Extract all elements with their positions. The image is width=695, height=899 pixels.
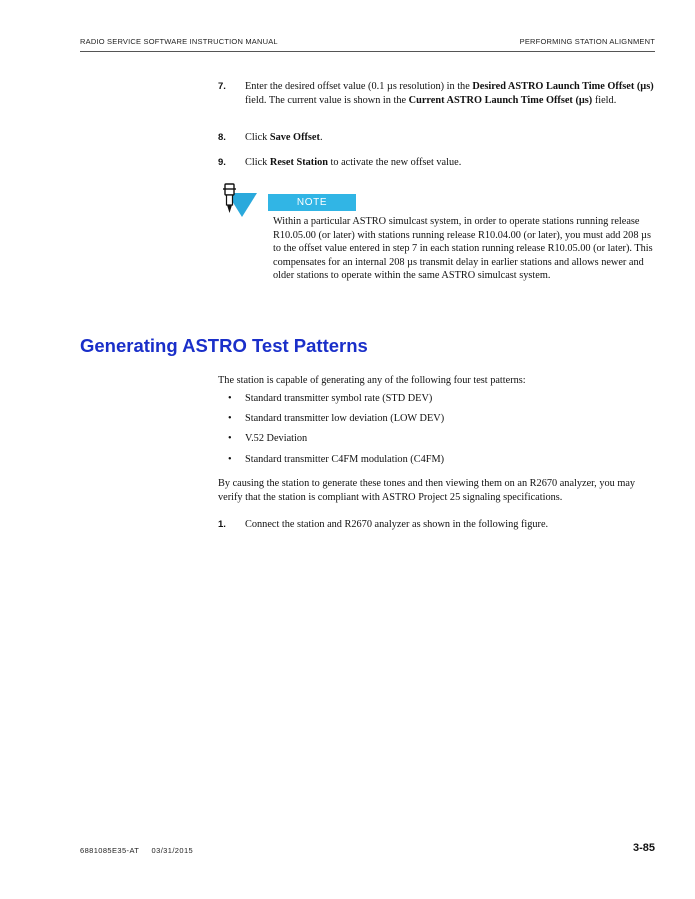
list-item: • Standard transmitter symbol rate (STD DEV) (228, 393, 433, 404)
step-9 (218, 156, 658, 170)
section-paragraph: By causing the station to generate these tones and then viewing them on an R2670 analyzer, you may verify that the station is compliant with ASTRO Project 25 signaling specifications. (218, 478, 636, 503)
note-pen-icon (217, 183, 257, 221)
step-text: Click Reset Station to activate the new offset value. (245, 157, 462, 168)
section-intro: The station is capable of generating any of the following four test patterns: (218, 375, 526, 386)
bullet-icon: • (228, 393, 232, 404)
bullet-icon: • (228, 433, 232, 445)
header-divider (80, 51, 655, 52)
running-header-right: PERFORMING STATION ALIGNMENT (519, 37, 655, 46)
note-text: Within a particular ASTRO simulcast system, in order to operate stations running release R10.05.00 (or later) with stations running release R10.04.00 (or later), you must add 208 µs to the offset value entered in step 7 in each station running release R10.05.00 (or later). This compensates for an internal 208 µs transmit delay in earlier stations and allows newer and older stations to operate within the same ASTRO simulcast system. (273, 216, 653, 282)
list-item: • Standard transmitter low deviation (LOW DEV) (228, 413, 445, 425)
step-number: 1. (218, 519, 226, 530)
test-pattern-list (218, 392, 658, 473)
step-text: Connect the station and R2670 analyzer as shown in the following figure. (245, 519, 549, 530)
step-1 (218, 518, 658, 532)
step-8 (218, 131, 658, 145)
note-label: NOTE (268, 194, 356, 211)
running-header-left: RADIO SERVICE SOFTWARE INSTRUCTION MANUAL (80, 37, 278, 46)
list-item: • Standard transmitter C4FM modulation (C4FM) (228, 453, 445, 465)
step-number: 9. (218, 157, 226, 168)
step-number: 7. (218, 81, 226, 92)
section-title: Generating ASTRO Test Patterns (80, 335, 368, 356)
page-number: 3-85 (632, 842, 655, 854)
step-text: Click Save Offset. (245, 132, 323, 143)
step-7 (218, 80, 658, 107)
step-number: 8. (218, 132, 226, 143)
bullet-icon: • (228, 413, 232, 425)
list-item: • V.52 Deviation (228, 433, 308, 445)
bullet-icon: • (228, 453, 232, 465)
footer-doc-id: 6881085E35-AT 03/31/2015 (80, 846, 194, 855)
step-text: Enter the desired offset value (0.1 µs resolution) in the Desired ASTRO Launch Time Offset (µs) field. The current value is shown in the Current ASTRO Launch Time Offset (µs) field. (245, 81, 654, 106)
